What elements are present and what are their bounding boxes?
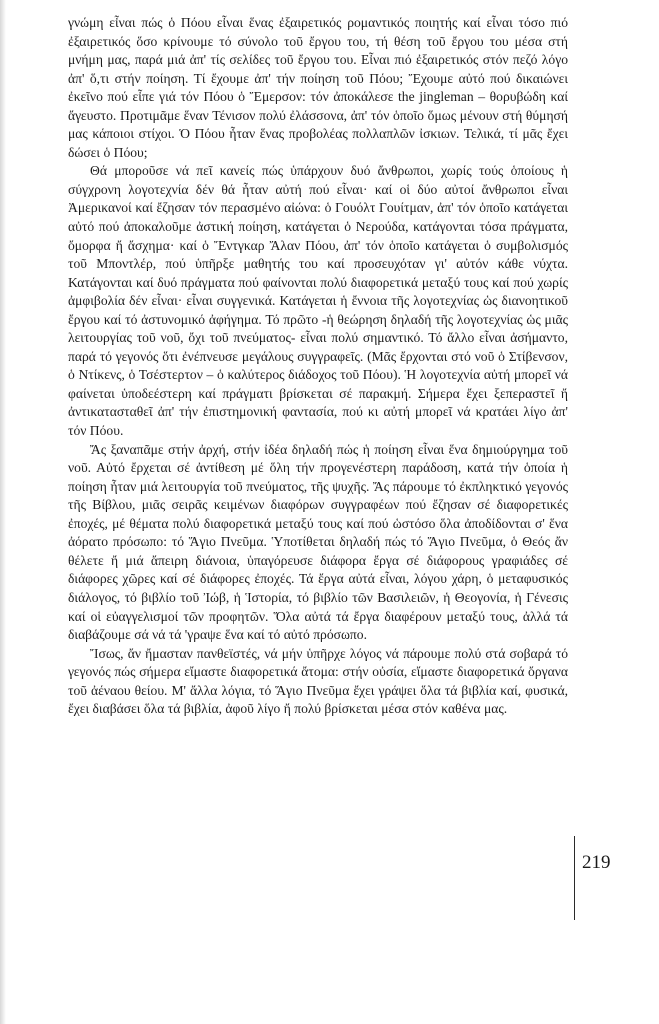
paragraph-4: Ἴσως, ἄν ἤμασταν πανθεϊστές, νά μήν ὑπῆρχε λόγος νά πάρουμε πολύ στά σοβαρά τό γεγονός πώς σήμερα εἴμαστε διαφορετικά ἄτομα: στήν οὐσία, εἴμαστε διαφορετικά ὄργανα τοῦ ἀέναου θείου. Μ' ἄλλα λόγια, τό Ἅγιο Πνεῦμα ἔχει γράψει ὅλα τά βιβλία καί, φυσικά, ἔχει διαβάσει ὅλα τά βιβλία, ἀφοῦ λίγο ἤ πολύ βρίσκεται μέσα στόν καθένα μας. — [68, 645, 568, 717]
paragraph-3: Ἄς ξαναπᾶμε στήν ἀρχή, στήν ἰδέα δηλαδή πώς ἡ ποίηση εἶναι ἕνα δημιούργημα τοῦ νοῦ. Αὐτό ἔρχεται σέ ἀντίθεση μέ ὅλη τήν προγενέστερη παράδοση, κατά τήν ὁποία ἡ ποίηση ἦταν μιά λειτουργία τοῦ πνεύματος, τῆς ψυχῆς. Ἄς πάρουμε τό ἐκπληκτικό γεγονός τῆς Βίβλου, μιᾶς σειρᾶς κειμένων διαφόρων συγγραφέων πού ἔζησαν σέ διαφορετικές ἐποχές, μέ θέματα πολύ διαφορετικά μεταξύ τους καί πού ὡστόσο ὅλα ἀποδίδονται σ' ἕνα ἀόρατο πρόσωπο: τό Ἅγιο Πνεῦμα. Ὑποτίθεται δηλαδή πώς τό Ἅγιο Πνεῦμα, ὁ Θεός ἄν θέλετε ἤ μιά ἄπειρη διάνοια, ὑπαγόρευσε διάφορα ἔργα σέ διάφορους γραφιάδες σέ διάφορες χῶρες καί σέ διάφορες ἐποχές. Τά ἔργα αὐτά εἶναι, λόγου χάρη, ὁ μεταφυσικός διάλογος, τό βιβλίο τοῦ Ἰώβ, ἡ Ἱστορία, τό βιβλίο τῶν Βασιλειῶν, ἡ Θεογονία, ἡ Γένεσις καί οἱ εὐαγγελισμοί τῶν προφητῶν. Ὅλα αὐτά τά ἔργα διαφέρουν μεταξύ τους, ἀλλά τά διαβάζουμε σά νά τά 'γραψε ἕνα καί τό αὐτό πρόσωπο. — [68, 441, 568, 643]
page-gutter-shadow — [0, 0, 6, 1024]
page-number: 219 — [582, 852, 611, 873]
paragraph-1: γνώμη εἶναι πώς ὁ Πόου εἶναι ἕνας ἐξαιρετικός ρομαντικός ποιητής καί εἶναι τόσο πιό ἐξαιρετικός ὅσο κρίνουμε τό σύνολο τοῦ ἔργου του, τή θέση τοῦ ἔργου του μέσα στή μνήμη μας, παρά μιά ἀπ' τίς σελίδες τοῦ ἔργου του. Εἶναι πιό ἐξαιρετικός στόν πεζό λόγο ἀπ' ὅ,τι στήν ποίηση. Τί ἔχουμε ἀπ' τήν ποίηση τοῦ Πόου; Ἔχουμε αὐτό πού δικαιώνει ἐκεῖνο πού εἶπε γιά τόν Πόου ὁ Ἔμερσον: τόν ἀποκάλεσε the jingleman – θορυβώδη καί ἄγευστο. Προτιμᾶμε ἕναν Τένισον πολύ ἐλάσσονα, ἀπ' τόν ὁποῖο ὅμως μένουν στή θύμησή μας κάποιοι στίχοι. Ὁ Πόου ἦταν ἕνας προβολέας πολλαπλῶν ἰσκιων. Τελικά, τί μᾶς ἔχει δώσει ὁ Πόου; — [68, 15, 568, 160]
page-number-rule — [574, 836, 575, 920]
body-text — [68, 14, 568, 719]
paragraph-2: Θά μποροῦσε νά πεῖ κανείς πώς ὑπάρχουν δυό ἄνθρωποι, χωρίς τούς ὁποίους ἡ σύγχρονη λογοτεχνία δέν θά ἦταν αὐτή πού εἶναι· καί οἱ δύο αὐτοί ἄνθρωποι εἶναι Ἀμερικανοί καί ἔζησαν τόν περασμένο αἰώνα: ὁ Γουόλτ Γουίτμαν, ἀπ' τόν ὁποῖο κατάγεται αὐτό πού ἀποκαλοῦμε ἀστική ποίηση, κατάγεται ὁ Νερούδα, κατάγονται τόσα πράγματα, ὄμορφα ἤ ἄσχημα· καί ὁ Ἔντγκαρ Ἄλαν Πόου, ἀπ' τόν ὁποῖο κατάγεται ὁ συμβολισμός τοῦ Μποντλέρ, πού ὑπῆρξε μαθητής του καί προσευχόταν γι' αὐτόν κάθε νύχτα. Κατάγονται καί δυό πράγματα πού φαίνονται πολύ διαφορετικά μεταξύ τους καί πού χωρίς ἀμφιβολία δέν εἶναι· εἶναι συγγενικά. Κατάγεται ἡ ἔννοια τῆς λογοτεχνίας ὡς διανοητικοῦ ἔργου καί τό ἀστυνομικό ἀφήγημα. Τό πρῶτο -ἡ θεώρηση δηλαδή τῆς λογοτεχνίας ὡς μιᾶς λειτουργίας τοῦ νοῦ, ὄχι τοῦ πνεύματος- εἶναι πολύ σημαντικό. Τό ἄλλο εἶναι ἀσήμαντο, παρά τό γεγονός ὅτι ἐνέπνευσε μεγάλους συγγραφεῖς. (Μᾶς ἔρχονται στό νοῦ ὁ Στίβενσον, ὁ Ντίκενς, ὁ Τσέστερτον – ὁ καλύτερος διάδοχος τοῦ Πόου). Ἡ λογοτεχνία αὐτή μπορεῖ νά φαίνεται ὑποδεέστερη καί πράγματι βρίσκεται σέ παρακμή. Σήμερα ἔχει ξεπεραστεῖ ἤ ἀντικατασταθεῖ ἀπ' τήν ἐπιστημονική φαντασία, πού κι αὐτή μπορεῖ νά κρατάει λίγο ἀπ' τόν Πόου. — [68, 163, 568, 439]
